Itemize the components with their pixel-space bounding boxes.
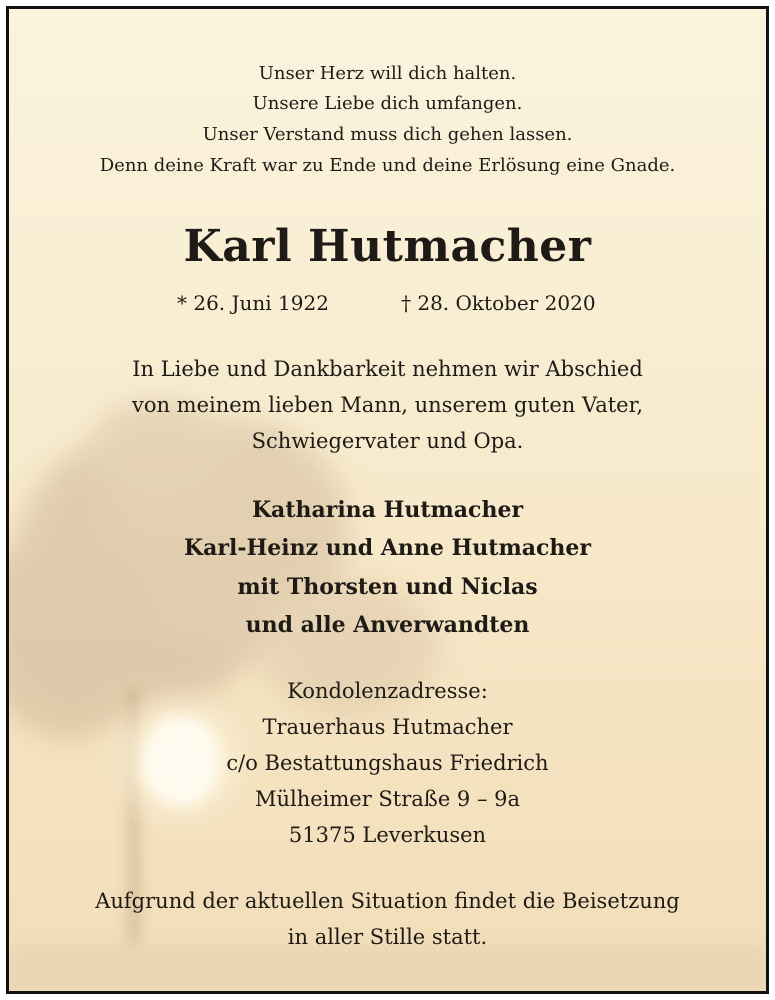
note-line-1: Aufgrund der aktuellen Situation findet die Beisetzung [95,889,680,913]
note-line-2: in aller Stille statt. [287,925,488,949]
obituary-card [6,6,769,994]
address-line-3: Mülheimer Straße 9 – 9a [254,787,521,811]
poem-line-3: Unser Verstand muss dich gehen lassen. [202,124,573,145]
family-line-1: Katharina Hutmacher [251,497,524,523]
address-heading: Kondolenzadresse: [287,679,488,703]
poem-line-4: Denn deine Kraft war zu Ende und deine Erlösung eine Gnade. [99,155,676,176]
message-line-2: von meinem lieben Mann, unserem guten Vater, [131,393,644,417]
address-line-1: Trauerhaus Hutmacher [262,715,513,739]
address-line-2: c/o Bestattungshaus Friedrich [226,751,549,775]
address-line-4: 51375 Leverkusen [288,823,487,847]
death-date: † 28. Oktober 2020 [401,291,596,315]
poem-line-2: Unsere Liebe dich umfangen. [252,93,523,114]
message-line-1: In Liebe und Dankbarkeit nehmen wir Abschied [132,357,643,381]
family-line-4: und alle Anverwandten [245,612,530,638]
deceased-name: Karl Hutmacher [183,221,592,272]
message-line-3: Schwiegervater und Opa. [251,429,524,453]
birth-date: * 26. Juni 1922 [177,291,329,315]
poem-line-1: Unser Herz will dich halten. [258,63,517,84]
family-line-2: Karl-Heinz und Anne Hutmacher [184,535,591,561]
family-line-3: mit Thorsten und Niclas [237,574,538,600]
